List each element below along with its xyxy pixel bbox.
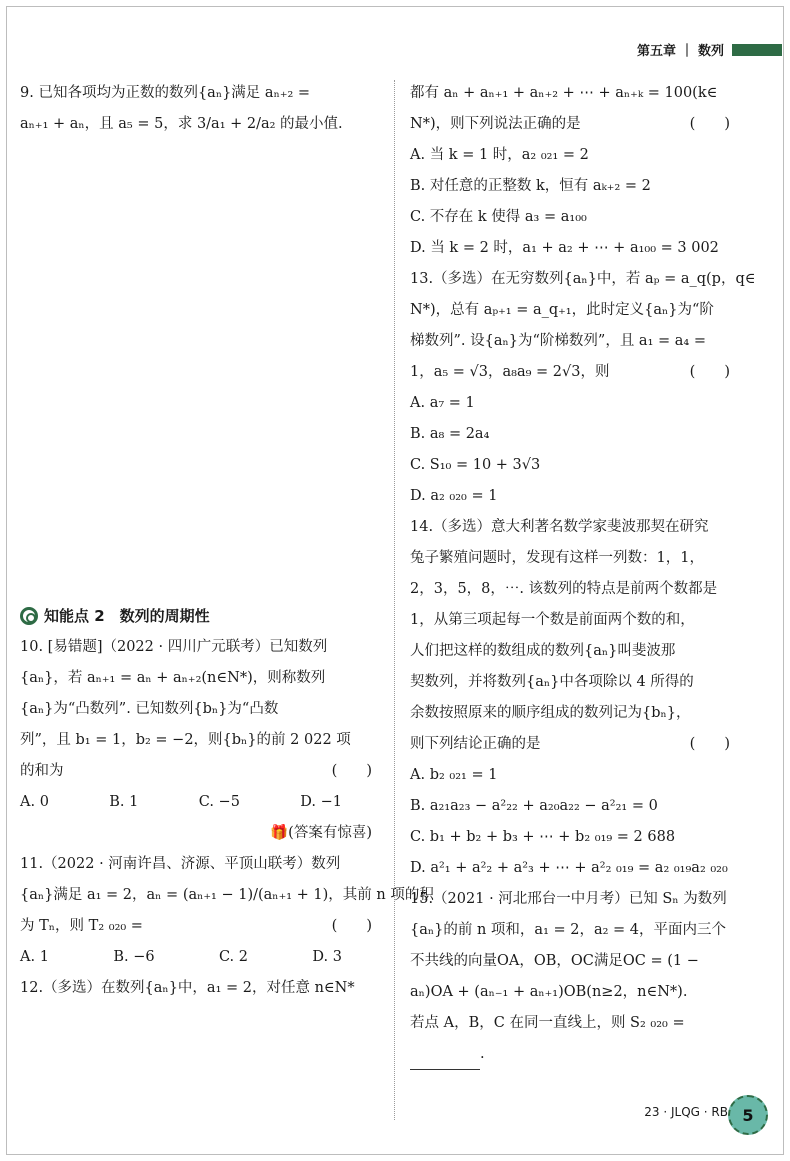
option-b: B. 对任意的正整数 k，恒有 aₖ₊₂ = 2 [410, 178, 651, 194]
q10-line-5 [20, 756, 372, 787]
q11-options [20, 942, 372, 973]
q14-line-5: 人们把这样的数组成的数列{aₙ}叫斐波那 [410, 643, 676, 659]
option-d: D. 当 k = 2 时，a₁ + a₂ + ⋯ + a₁₀₀ = 3 002 [410, 240, 719, 256]
option-b: B. 1 [109, 794, 139, 810]
q12-stem-end: N*)，则下列说法正确的是 [410, 116, 581, 132]
option-c: C. 不存在 k 使得 a₃ = a₁₀₀ [410, 209, 587, 225]
q14-line-8 [410, 729, 730, 760]
q15-line-4: aₙ)OA + (aₙ₋₁ + aₙ₊₁)OB(n≥2，n∈N*). [410, 984, 688, 1000]
option-b: B. a₂₁a₂₃ − a²₂₂ + a₂₀a₂₂ − a²₂₁ = 0 [410, 798, 658, 814]
q13-line-1: 13.（多选）在无穷数列{aₙ}中，若 aₚ = a_q(p，q∈ [410, 271, 756, 287]
q11-line-1: 11.（2022 · 河南许昌、济源、平顶山联考）数列 [20, 856, 341, 872]
answer-paren: ( ) [331, 763, 372, 779]
q10-options [20, 787, 372, 818]
q14-line-7: 余数按照原来的顺序组成的数列记为{bₙ}， [410, 705, 691, 721]
answer-blank [410, 1053, 480, 1070]
q15-answer-line [410, 1039, 730, 1070]
q10-line-3: {aₙ}为“凸数列”. 已知数列{bₙ}为“凸数 [20, 701, 279, 717]
chapter-color-bar [732, 44, 782, 56]
option-a: A. 1 [20, 949, 49, 965]
q15-line-5: 若点 A，B，C 在同一直线上，则 S₂ ₀₂₀ = [410, 1015, 685, 1031]
option-a: A. 当 k = 1 时，a₂ ₀₂₁ = 2 [410, 147, 589, 163]
option-c: C. 2 [218, 949, 249, 965]
footer-code: 23 · JLQG · RB [644, 1105, 728, 1119]
q11-line-2: {aₙ}满足 a₁ = 2，aₙ = (aₙ₊₁ − 1)/(aₙ₊₁ + 1)，其前 n 项的积 [20, 887, 434, 903]
q15-period: . [480, 1046, 485, 1062]
option-a: A. a₇ = 1 [410, 395, 475, 411]
option-d: D. −1 [300, 794, 342, 810]
q12-line-3 [410, 109, 730, 140]
q12-line-1: 12.（多选）在数列{aₙ}中，a₁ = 2，对任意 n∈N* [20, 980, 355, 996]
answer-paren: ( ) [331, 918, 372, 934]
right-column [410, 78, 756, 1070]
q11-stem-end: 为 Tₙ，则 T₂ ₀₂₀ = [20, 918, 143, 934]
page-number-badge [728, 1095, 768, 1135]
q12-line-2: 都有 aₙ + aₙ₊₁ + aₙ₊₂ + ⋯ + aₙ₊ₖ = 100(k∈ [410, 85, 718, 101]
q11-line-3 [20, 911, 372, 942]
q10-line-4: 列”，且 b₁ = 1，b₂ = −2，则{bₙ}的前 2 022 项 [20, 732, 351, 748]
q14-line-6: 契数列，并将数列{aₙ}中各项除以 4 所得的 [410, 674, 694, 690]
option-c: C. b₁ + b₂ + b₃ + ⋯ + b₂ ₀₁₉ = 2 688 [410, 829, 676, 845]
answer-paren: ( ) [689, 736, 730, 752]
option-c: C. S₁₀ = 10 + 3√3 [410, 457, 541, 473]
q13-line-4 [410, 357, 730, 388]
q10-stem-end: 的和为 [20, 763, 64, 779]
q13-line-2: N*)，总有 aₚ₊₁ = a_q₊₁，此时定义{aₙ}为“阶 [410, 302, 714, 318]
option-d: D. a²₁ + a²₂ + a²₃ + ⋯ + a²₂ ₀₁₉ = a₂ ₀₁₉a₂ ₀₂₀ [410, 860, 728, 876]
answer-paren: ( ) [689, 364, 730, 380]
section-icon [20, 607, 38, 625]
option-c: C. −5 [198, 794, 240, 810]
left-column [20, 78, 434, 1004]
q14-line-4: 1，从第三项起每一个数是前面两个数的和， [410, 612, 695, 628]
q15-line-1: 15.（2021 · 河北邢台一中月考）已知 Sₙ 为数列 [410, 891, 727, 907]
q13-stem-end: 1，a₅ = √3，a₈a₉ = 2√3，则 [410, 364, 610, 380]
q9-line-2: aₙ₊₁ + aₙ，且 a₅ = 5，求 3/a₁ + 2/a₂ 的最小值. [20, 116, 343, 132]
chapter-header [637, 40, 782, 59]
q14-line-1: 14.（多选）意大利著名数学家斐波那契在研究 [410, 519, 709, 535]
answer-paren: ( ) [689, 116, 730, 132]
section-heading [20, 600, 372, 632]
option-b: B. a₈ = 2a₄ [410, 426, 490, 442]
column-divider [394, 80, 395, 1120]
page-number: 5 [742, 1105, 754, 1125]
q14-stem-end: 则下列结论正确的是 [410, 736, 541, 752]
q14-line-3: 2，3，5，8，⋯. 该数列的特点是前两个数都是 [410, 581, 718, 597]
option-b: B. −6 [113, 949, 155, 965]
section-title: 知能点 2 数列的周期性 [44, 607, 210, 625]
q10-line-2: {aₙ}，若 aₙ₊₁ = aₙ + aₙ₊₂(n∈N*)，则称数列 [20, 670, 326, 686]
option-d: D. a₂ ₀₂₀ = 1 [410, 488, 498, 504]
q14-line-2: 兔子繁殖问题时，发现有这样一列数：1，1， [410, 550, 704, 566]
chapter-title: 第五章 ｜ 数列 [636, 44, 724, 59]
q10-line-1: 10. [易错题]（2022 · 四川广元联考）已知数列 [20, 639, 328, 655]
answer-surprise-note: 🎁(答案有惊喜) [270, 825, 372, 841]
q15-line-3: 不共线的向量OA，OB，OC满足OC = (1 − [410, 953, 699, 969]
option-a: A. 0 [20, 794, 49, 810]
option-d: D. 3 [312, 949, 342, 965]
answer-space [20, 140, 372, 600]
q15-line-2: {aₙ}的前 n 项和，a₁ = 2，a₂ = 4，平面内三个 [410, 922, 727, 938]
option-a: A. b₂ ₀₂₁ = 1 [410, 767, 498, 783]
q13-line-3: 梯数列”. 设{aₙ}为“阶梯数列”，且 a₁ = a₄ = [410, 333, 706, 349]
q9-line-1: 9. 已知各项均为正数的数列{aₙ}满足 aₙ₊₂ = [20, 85, 311, 101]
